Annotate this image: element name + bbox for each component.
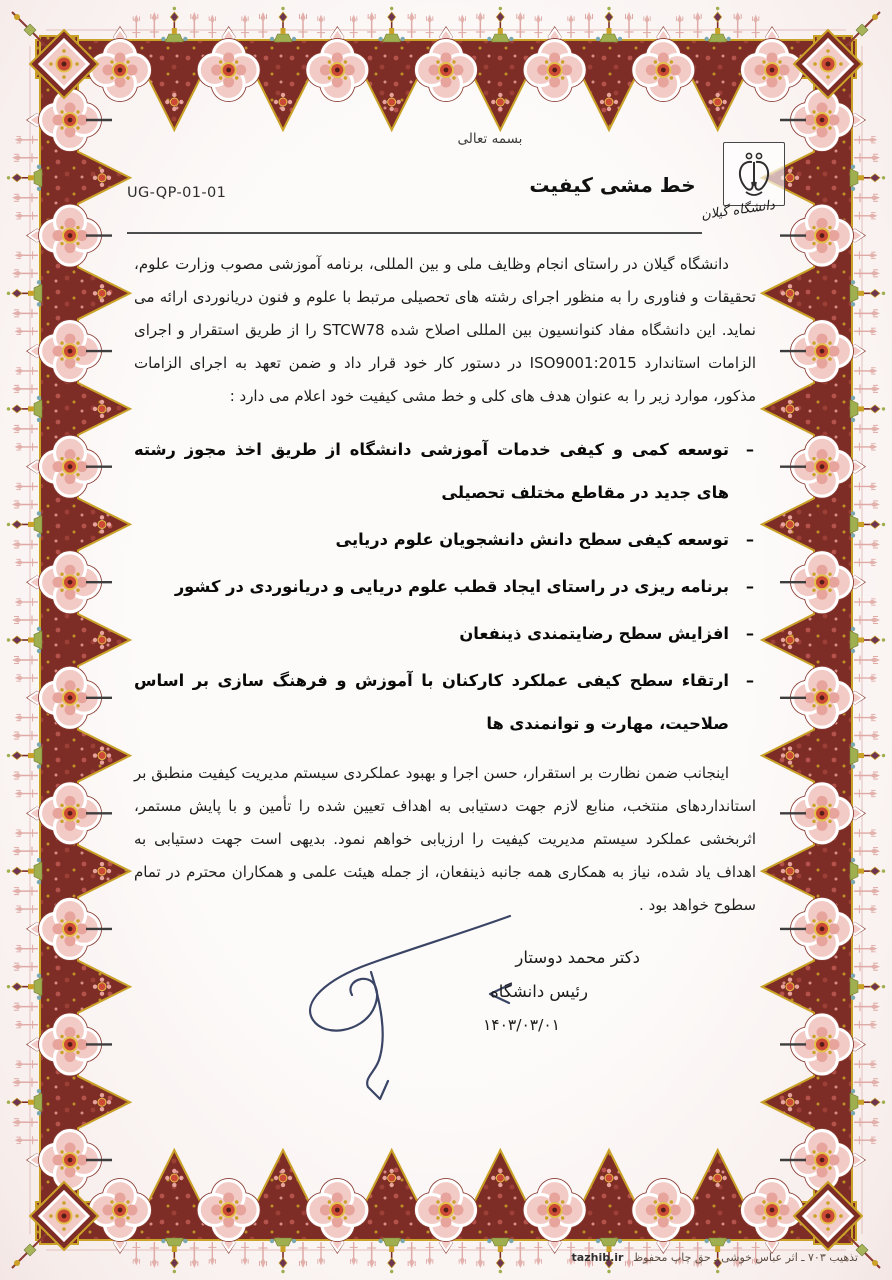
list-item-text: برنامه ریزی در راستای ایجاد قطب علوم دریایی و دریانوردی در کشور xyxy=(174,577,729,596)
list-item-text: ارتقاء سطح کیفی عملکرد کارکنان با آموزش و فرهنگ سازی بر اساس صلاحیت، مهارت و توانمندی ها xyxy=(134,671,729,733)
credit-text: تذهیب ۷۰۳ ـ اثر عباس خوشی ـ حق چاپ محفوظ xyxy=(632,1251,858,1264)
list-item xyxy=(134,565,756,608)
page-title: خط مشی کیفیت xyxy=(529,173,696,197)
list-item xyxy=(134,428,756,514)
list-item xyxy=(134,612,756,655)
bullet-dash: – xyxy=(745,671,754,690)
list-item-text: توسعه کمی و کیفی خدمات آموزشی دانشگاه از طریق اخذ مجوز رشته های جدید در مقاطع مختلف تحصیلی xyxy=(134,440,729,502)
credit-site: tazhib.ir xyxy=(571,1251,624,1264)
signature-block xyxy=(360,948,640,1049)
list-item xyxy=(134,518,756,561)
intro-paragraph: دانشگاه گیلان در راستای انجام وظایف ملی و بین المللی، برنامه آموزشی مصوب وزارت علوم، تحقیقات و فناوری را به منظور اجرای رشته های تحصیلی مرتبط با علوم و فنون دریانوردی ارائه می نماید. این دانشگاه مفاد کنوانسیون بین المللی اصلاح شده STCW78 را از طریق استقرار و اجرای الزامات استاندارد ISO9001:2015 در دستور کار خود قرار داد و ضمن تعهد به اجرای الزامات مذکور، موارد زیر را به عنوان هدف های کلی و خط مشی کیفیت خود اعلام می دارد : xyxy=(134,255,757,405)
bismillah-text: بسمه تعالی xyxy=(457,131,523,147)
bullet-dash: – xyxy=(745,530,754,549)
document-body xyxy=(134,248,756,922)
signer-name: دکتر محمد دوستار xyxy=(515,948,640,967)
header-divider xyxy=(127,232,702,234)
artist-credit xyxy=(572,1251,858,1264)
university-logo-icon xyxy=(726,146,782,202)
closing-paragraph: اینجانب ضمن نظارت بر استقرار، حسن اجرا و بهبود عملکردی سیستم مدیریت کیفیت منطبق بر استانداردهای منتخب، منابع لازم جهت دستیابی به اهداف تعیین شده را تأمین و با پایش مستمر، اثربخشی عملکرد سیستم مدیریت کیفیت را ارزیابی خواهم نمود. بدیهی است جهت دستیابی به اهداف یاد شده، نیاز به همکاری همه جانبه ذینفعان، از جمله هیئت علمی و همکاران محترم در تمام سطوح خواهد بود . xyxy=(134,764,756,914)
bullet-dash: – xyxy=(745,577,754,596)
document-code: UG-QP-01-01 xyxy=(127,185,227,201)
university-logo xyxy=(723,142,785,206)
signer-role: رئیس دانشگاه xyxy=(490,982,588,1001)
list-item-text: توسعه کیفی سطح دانش دانشجویان علوم دریایی xyxy=(335,530,729,549)
policy-goals-list xyxy=(134,428,756,745)
signature-date: ۱۴۰۳/۰۳/۰۱ xyxy=(482,1016,560,1034)
list-item xyxy=(134,659,756,745)
list-item-text: افزایش سطح رضایتمندی ذینفعان xyxy=(459,624,729,643)
bullet-dash: – xyxy=(745,440,754,459)
logo-caption: دانشگاه گیلان xyxy=(700,197,776,224)
bullet-dash: – xyxy=(745,624,754,643)
